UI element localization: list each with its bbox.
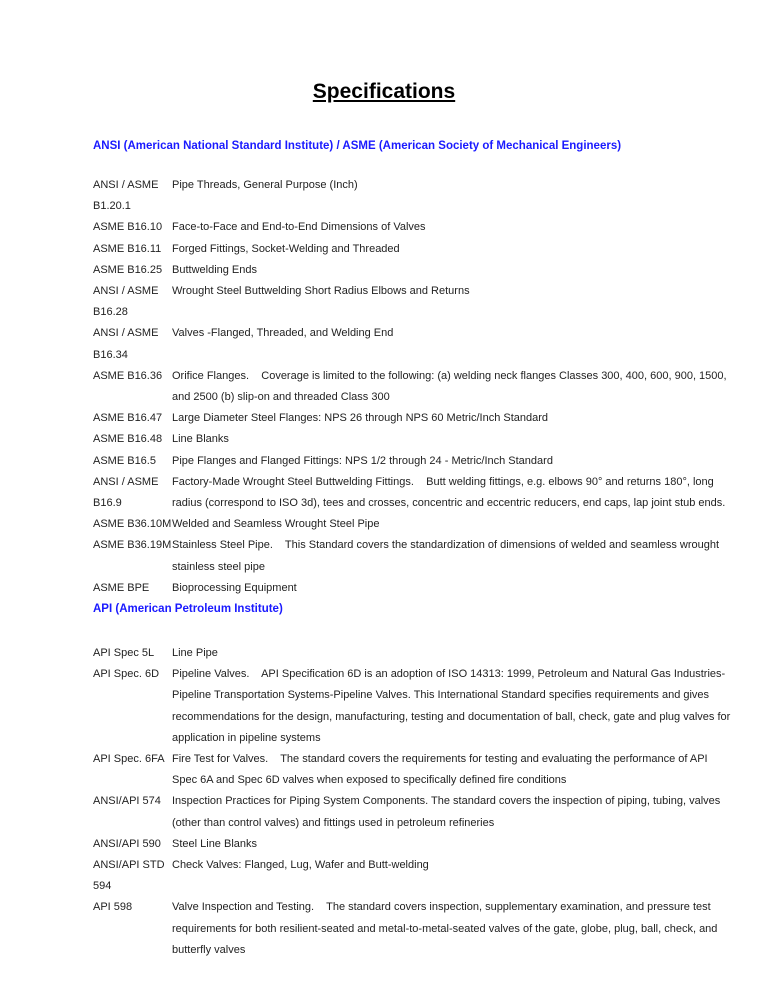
spec-row bbox=[93, 239, 733, 260]
spec-description: Pipe Threads, General Purpose (Inch) bbox=[172, 179, 358, 191]
spec-row bbox=[93, 664, 733, 749]
spec-row bbox=[93, 834, 733, 855]
spec-description: Forged Fittings, Socket-Welding and Threaded bbox=[172, 242, 400, 255]
spec-code: ANSI/API 590 bbox=[93, 837, 161, 850]
spec-code: ANSI / ASME B1.20.1 bbox=[93, 179, 159, 213]
spec-row bbox=[93, 749, 733, 791]
spec-list-ansi-asme bbox=[93, 175, 733, 599]
page-title: Specifications bbox=[312, 80, 456, 103]
spec-description: Stainless Steel Pipe. This Standard covers the standardization of dimensions of welded and seamless wrought stainless steel pipe bbox=[172, 539, 723, 573]
spec-row bbox=[93, 855, 733, 897]
spec-row bbox=[93, 281, 733, 323]
spec-code: ASME B16.47 bbox=[93, 412, 163, 425]
spec-description: Line Blanks bbox=[172, 433, 229, 446]
spec-code: ANSI / ASME B16.34 bbox=[93, 327, 159, 361]
spec-list-api bbox=[93, 643, 733, 961]
spec-description: Buttwelding Ends bbox=[172, 263, 257, 276]
spec-row bbox=[93, 451, 733, 472]
spec-code: API Spec 5L bbox=[93, 647, 155, 659]
spec-code: API Spec. 6D bbox=[93, 668, 160, 681]
spec-row bbox=[93, 643, 733, 664]
spec-row bbox=[93, 535, 733, 577]
spec-description: Valves -Flanged, Threaded, and Welding End bbox=[172, 327, 394, 340]
spec-description: Pipeline Valves. API Specification 6D is an adoption of ISO 14313: 1999, Petroleum and Natural Gas Industries-Pipeline Transportation Systems-Pipeline Valves. This International Standard specifies requirements and gives recommendations for the design, manufacturing, testing and documentation of ball, check, gate and plug valves for application in pipeline systems bbox=[172, 668, 734, 744]
spec-code: API Spec. 6FA bbox=[93, 753, 165, 766]
spec-code: ASME B16.36 bbox=[93, 369, 163, 382]
spec-code: ASME B16.25 bbox=[93, 263, 163, 276]
spec-row bbox=[93, 791, 733, 833]
spec-description: Pipe Flanges and Flanged Fittings: NPS 1/2 through 24 - Metric/Inch Standard bbox=[172, 454, 553, 467]
spec-code: ANSI / ASME B16.9 bbox=[93, 475, 159, 510]
spec-description: Inspection Practices for Piping System Components. The standard covers the inspection of piping, tubing, valves (other than control valves) and fittings used in petroleum refineries bbox=[172, 795, 724, 829]
spec-code: ANSI/API STD 594 bbox=[93, 859, 165, 893]
spec-row bbox=[93, 408, 733, 429]
spec-description: Orifice Flanges. Coverage is limited to the following: (a) welding neck flanges Classes 300, 400, 600, 900, 1500, and 2500 (b) slip-on and threaded Class 300 bbox=[172, 369, 730, 404]
spec-row bbox=[93, 897, 733, 961]
spec-row bbox=[93, 175, 733, 217]
spec-description: Wrought Steel Buttwelding Short Radius Elbows and Returns bbox=[172, 285, 470, 298]
spec-row bbox=[93, 429, 733, 450]
spec-description: Face-to-Face and End-to-End Dimensions of Valves bbox=[172, 221, 426, 234]
section-heading-api: API (American Petroleum Institute) bbox=[93, 603, 283, 615]
spec-code: ASME BPE bbox=[93, 581, 150, 594]
spec-description: Fire Test for Valves. The standard covers the requirements for testing and evaluating the performance of API Spec 6A and Spec 6D valves when exposed to specifically defined fire conditions bbox=[172, 753, 711, 787]
spec-description: Check Valves: Flanged, Lug, Wafer and Butt-welding bbox=[172, 859, 429, 872]
spec-description: Valve Inspection and Testing. The standard covers inspection, supplementary examination, and pressure test requirements for both resilient-seated and metal-to-metal-seated valves of the gate, globe, plug, ball, check, and butterfly valves bbox=[172, 901, 721, 956]
spec-row bbox=[93, 260, 733, 281]
spec-description: Steel Line Blanks bbox=[172, 837, 257, 850]
spec-row bbox=[93, 472, 733, 514]
spec-description: Factory-Made Wrought Steel Buttwelding Fittings. Butt welding fittings, e.g. elbows 90° and returns 180°, long radius (correspond to ISO 3d), tees and crosses, concentric and eccentric reducers, end caps, lap joint stub ends. bbox=[172, 475, 726, 510]
spec-code: ASME B16.5 bbox=[93, 454, 156, 467]
spec-row bbox=[93, 514, 733, 535]
spec-code: API 598 bbox=[93, 901, 133, 914]
spec-description: Line Pipe bbox=[172, 647, 218, 659]
spec-code: ANSI/API 574 bbox=[93, 795, 161, 808]
section-heading-ansi-asme: ANSI (American National Standard Institute) / ASME (American Society of Mechanical Engineers) bbox=[93, 140, 622, 152]
spec-row bbox=[93, 217, 733, 238]
spec-row bbox=[93, 578, 733, 599]
spec-code: ANSI / ASME B16.28 bbox=[93, 285, 159, 319]
spec-description: Welded and Seamless Wrought Steel Pipe bbox=[172, 518, 380, 531]
spec-row bbox=[93, 366, 733, 408]
spec-code: ASME B16.48 bbox=[93, 433, 163, 446]
spec-description: Large Diameter Steel Flanges: NPS 26 through NPS 60 Metric/Inch Standard bbox=[172, 412, 549, 425]
spec-code: ASME B36.19M bbox=[93, 539, 172, 552]
spec-code: ASME B16.10 bbox=[93, 221, 163, 234]
spec-description: Bioprocessing Equipment bbox=[172, 581, 297, 594]
spec-code: ASME B36.10M bbox=[93, 518, 172, 531]
spec-row bbox=[93, 323, 733, 365]
spec-code: ASME B16.11 bbox=[93, 242, 162, 255]
